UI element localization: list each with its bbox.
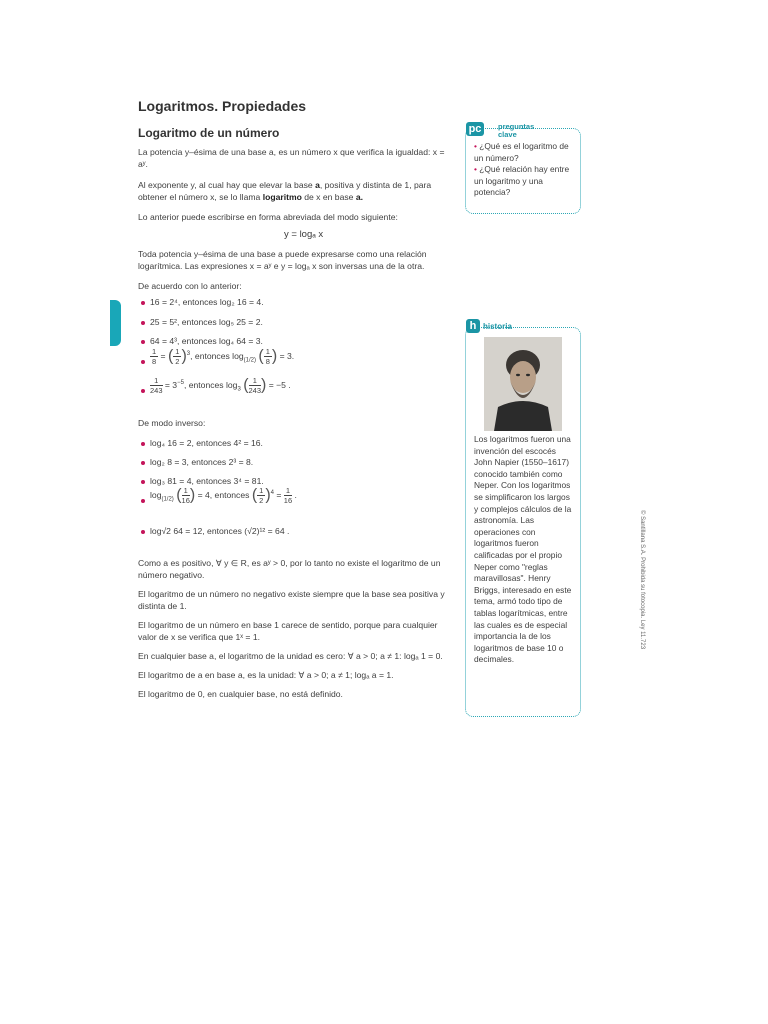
copyright-notice: © Santillana S.A. Prohibida su fotocopia. Ley 11.723 [639, 510, 645, 650]
paragraph-definition: La potencia y–ésima de una base a, es un número x que verifica la igualdad: x = aʸ. [138, 147, 445, 169]
formula-log: y = logₐ x [284, 229, 324, 240]
section-subtitle: Logaritmo de un número [138, 126, 280, 140]
example-item: 16 = 2⁴, entonces log₂ 16 = 4. [150, 297, 264, 307]
example-item: 25 = 5², entonces log₅ 25 = 2. [150, 317, 263, 327]
bullet-dot [141, 442, 145, 446]
key-questions-logo-icon: pc [466, 122, 484, 136]
side-tab-marker [110, 300, 121, 346]
key-questions-list [474, 141, 574, 199]
paragraph-existence: El logaritmo de un número no negativo existe siempre que la base sea positiva y distinta de 1. [138, 589, 445, 611]
paragraph-base-one: El logaritmo de un número en base 1 carece de sentido, porque para cualquier valor de x se verifica que 1ˣ = 1. [138, 620, 438, 642]
paragraph-logarithm-definition: Al exponente y, al cual hay que elevar la base a, positiva y distinta de 1, para obtener el número x, se lo llama logaritmo de x en base a. [138, 180, 432, 202]
key-questions-tag: preguntas clave [498, 122, 535, 139]
history-tag: historia [483, 322, 512, 331]
paragraph-according: De acuerdo con lo anterior: [138, 281, 242, 291]
bullet-dot [141, 530, 145, 534]
history-logo-icon: h [466, 319, 480, 333]
property-log-zero: El logaritmo de 0, en cualquier base, no está definido. [138, 689, 343, 699]
paragraph-inverse: De modo inverso: [138, 418, 206, 428]
property-log-base: El logaritmo de a en base a, es la unidad: ∀ a > 0; a ≠ 1; logₐ a = 1. [138, 670, 394, 680]
question-item: • ¿Qué relación hay entre un logaritmo y una potencia? [474, 164, 570, 198]
property-log-one: En cualquier base a, el logaritmo de la unidad es cero: ∀ a > 0; a ≠ 1: logₐ 1 = 0. [138, 651, 443, 661]
history-text: Los logaritmos fueron una invención del escocés John Napier (1550–1617) conocido también como Neper. Con los logaritmos se simplificaron los largos y complejos cálculos de la astronomía. Las operaciones con logaritmos fueron calificadas por el propio Neper como "reglas maravillosas". Henry Briggs, interesado en este tema, armó todo tipo de tablas logarítmicas, entre las cuales es de especial importancia la de los logaritmos de base 10 o decimales. [474, 434, 572, 665]
inverse-item-fraction: $\log_{(1/2)}$ ( $\frac{1}{16}$ ) = 4, entonces ( $\frac{1}{2}$ )$^4$ = $\frac{1}{16}$ . [150, 486, 297, 505]
bullet-dot [141, 480, 145, 484]
paragraph-inverse-relation: Toda potencia y–ésima de una base a puede expresarse como una relación logarítmica. Las expresiones x = aʸ e y = logₐ x son inversas una de la otra. [138, 249, 427, 271]
example-item-fraction: $\frac{1}{8}$ = ( $\frac{1}{2}$ )$^3$, entonces $\log_{(1/2)}$ ( $\frac{1}{8}$ ) = 3. [152, 347, 295, 366]
paragraph-abbreviated: Lo anterior puede escribirse en forma abreviada del modo siguiente: [138, 212, 398, 222]
inverse-item: log₄ 16 = 2, entonces 4² = 16. [150, 438, 263, 448]
inverse-item: log√2 64 = 12, entonces (√2)¹² = 64 . [150, 526, 290, 536]
example-item: 64 = 4³, entonces log₄ 64 = 3. [150, 336, 263, 346]
example-item-fraction: $\frac{1}{243}$ = $3^{-5}$, entonces $\log_3$ ( $\frac{1}{243}$ ) = −5 . [150, 376, 291, 395]
inverse-item: log₂ 8 = 3, entonces 2³ = 8. [150, 457, 254, 467]
bullet-dot [141, 499, 145, 503]
bullet-dot [141, 301, 145, 305]
inverse-item: log₃ 81 = 4, entonces 3⁴ = 81. [150, 476, 264, 486]
page-title: Logaritmos. Propiedades [138, 98, 307, 114]
john-napier-portrait [484, 337, 562, 431]
bullet-dot [141, 321, 145, 325]
bullet-dot [141, 360, 145, 364]
bullet-dot [141, 389, 145, 393]
paragraph-negative: Como a es positivo, ∀ y ∈ R, es aʸ > 0, por lo tanto no existe el logaritmo de un número negativo. [138, 558, 441, 580]
bullet-dot [141, 461, 145, 465]
question-item: • ¿Qué es el logaritmo de un número? [474, 141, 569, 163]
bullet-dot [141, 340, 145, 344]
